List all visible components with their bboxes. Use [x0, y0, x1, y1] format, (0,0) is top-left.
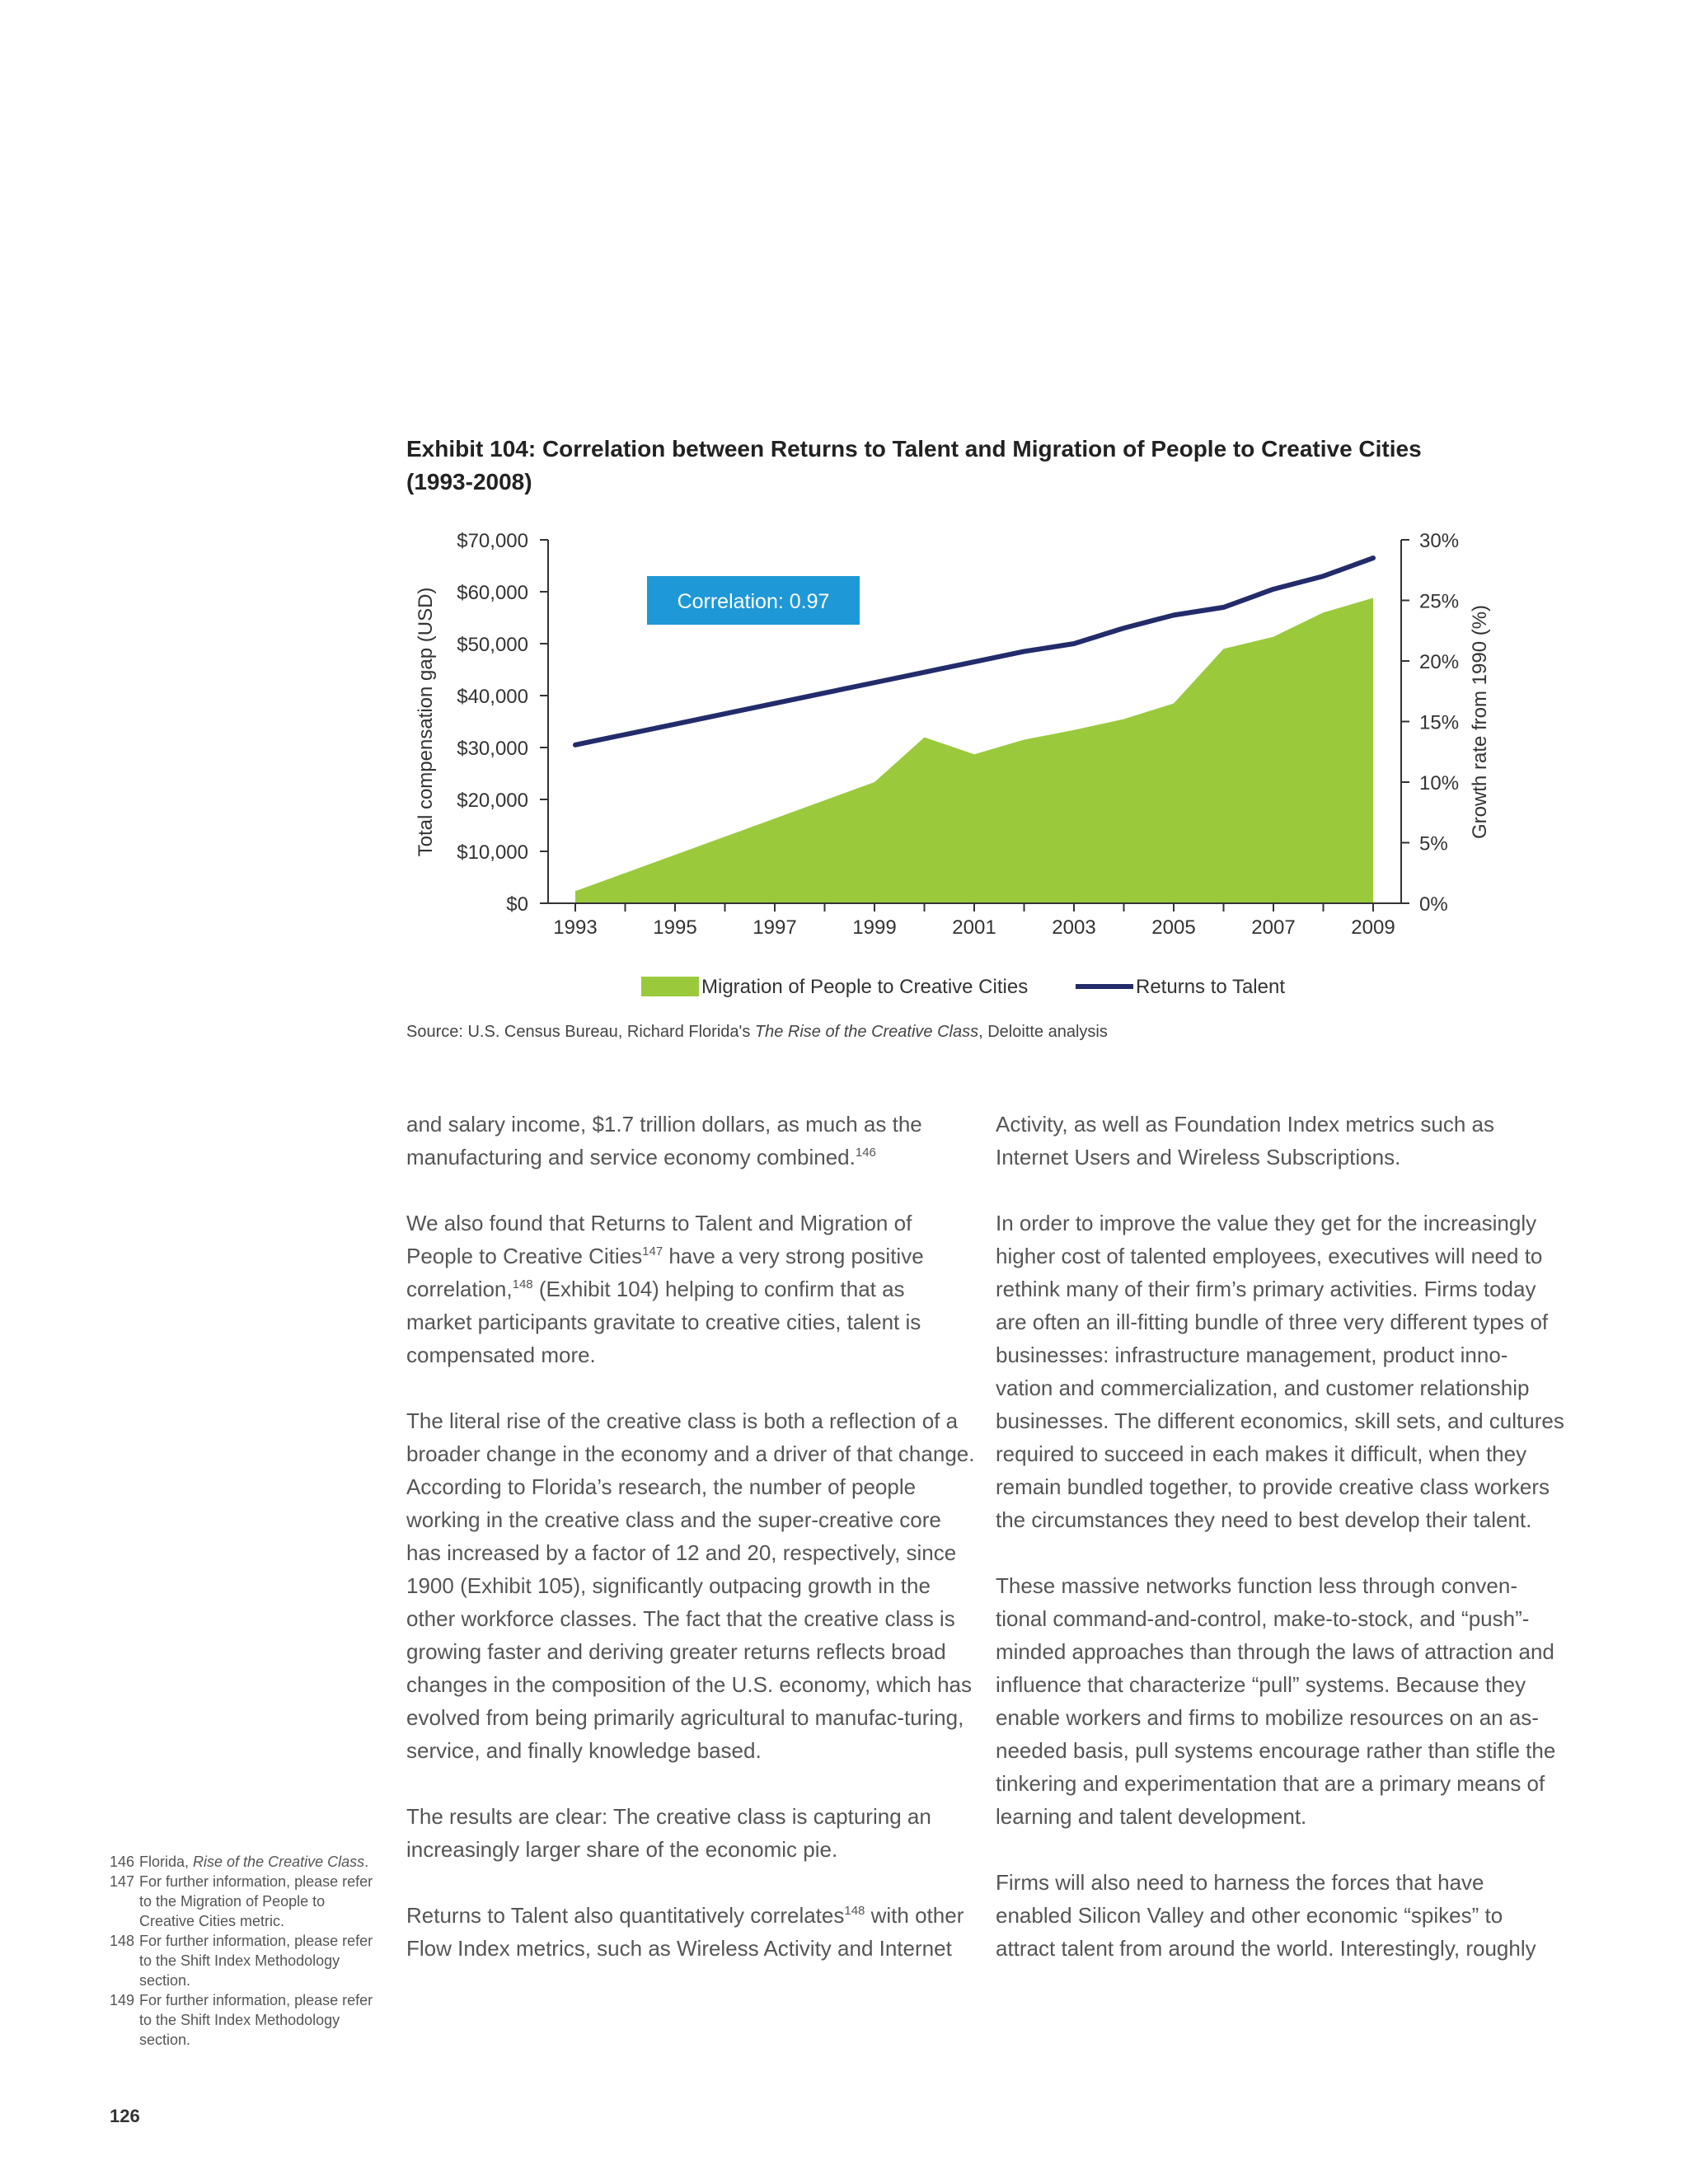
exhibit-title-line1: Exhibit 104: Correlation between Returns to Talent and Migration of People to Creative Cities [406, 436, 1422, 462]
x-axis-tick-label: 2001 [952, 916, 996, 939]
footnote: 146 Florida, Rise of the Creative Class. [110, 1854, 369, 1870]
right-axis-tick-label: 10% [1419, 772, 1460, 794]
right-axis-tick-label: 5% [1419, 832, 1448, 855]
left-axis-tick-label: $50,000 [457, 634, 528, 656]
right-axis-tick-label: 25% [1419, 590, 1460, 613]
x-axis-tick-label: 1999 [852, 916, 897, 939]
x-axis-tick-label: 2005 [1151, 916, 1196, 939]
left-axis-tick-label: $70,000 [457, 530, 528, 552]
x-axis-tick-label: 2007 [1251, 916, 1296, 939]
paragraph: Returns to Talent also quantitatively correlates$^{148}$ with other Flow Index metrics, such as Wireless Activity and Internet [406, 1903, 964, 1961]
footnote: 147 For further information, please refer to the Migration of People to Creative Cities metric. [110, 1873, 373, 1929]
paragraph: Activity, as well as Foundation Index metrics such as Internet Users and Wireless Subscriptions. [996, 1112, 1494, 1169]
correlation-label: Correlation: 0.97 [677, 590, 830, 613]
right-axis-tick-label: 30% [1419, 530, 1460, 552]
legend-label-returns: Returns to Talent [1136, 976, 1285, 998]
body-column-left [406, 1108, 975, 1998]
right-axis-tick-label: 20% [1419, 651, 1460, 673]
footnote: 148 For further information, please refer to the Shift Index Methodology section. [110, 1933, 373, 1989]
legend-swatch-migration [641, 977, 699, 996]
source-prefix: Source: U.S. Census Bureau, Richard Florida's [406, 1023, 755, 1041]
x-axis-tick-label: 1997 [753, 916, 797, 939]
footnote-ref: 148 [512, 1277, 533, 1291]
x-axis-tick-label: 2009 [1351, 916, 1395, 939]
footnotes [110, 1852, 373, 2050]
right-axis-tick-label: 0% [1419, 893, 1448, 916]
left-axis-tick-label: $60,000 [457, 582, 528, 604]
x-axis-tick-label: 1993 [553, 916, 598, 939]
source-note [406, 1023, 1108, 1042]
paragraph: The results are clear: The creative class is capturing an increasingly larger share of the economic pie. [406, 1804, 931, 1862]
body-column-right [996, 1108, 1564, 1998]
left-axis-tick-label: $20,000 [457, 790, 528, 812]
right-axis-tick-label: 15% [1419, 711, 1460, 734]
footnote: 149 For further information, please refer to the Shift Index Methodology section. [110, 1992, 373, 2048]
footnote-ref: 147 [642, 1244, 663, 1258]
footnote-ref: 148 [844, 1904, 865, 1918]
right-axis-label: Growth rate from 1990 (%) [1469, 604, 1491, 840]
chart [0, 0, 1688, 1038]
area-series-migration [575, 598, 1373, 903]
paragraph: and salary income, $1.7 trillion dollars, as much as the manufacturing and service economy combined.$^{146}$ [406, 1112, 922, 1169]
left-axis-label: Total compensation gap (USD) [415, 587, 437, 857]
paragraph: We also found that Returns to Talent and Migration of People to Creative Cities$^{147}$ have a very strong positive correlation,$^{148}$ (Exhibit 104) helping to confirm that as market participants gravitate to creative cities, talent is compensated more. [406, 1211, 924, 1367]
exhibit-title-line2: (1993-2008) [406, 469, 532, 494]
source-title: The Rise of the Creative Class [754, 1023, 979, 1041]
left-axis-tick-label: $30,000 [457, 738, 528, 760]
footnote-ref: 146 [855, 1146, 876, 1160]
paragraph: Firms will also need to harness the forces that have enabled Silicon Valley and other economic “spikes” to attract talent from around the world. Interestingly, roughly [996, 1870, 1536, 1961]
left-axis-tick-label: $0 [506, 893, 528, 916]
left-axis-tick-label: $40,000 [457, 686, 528, 708]
page-number: 126 [110, 2106, 140, 2126]
x-axis-tick-label: 1995 [653, 916, 697, 939]
paragraph: In order to improve the value they get for the increasingly higher cost of talented employees, executives will need to rethink many of their firm’s primary activities. Firms today are often an ill-fitting bundle of three very different types of businesses: infrastructure management, product inno-vation and commercialization, and customer relationship businesses. The different economics, skill sets, and cultures required to succeed in each makes it difficult, when they remain bundled together, to provide creative class workers the circumstances they need to best develop their talent. [996, 1211, 1564, 1532]
paragraph: These massive networks function less through conven-tional command-and-control, make-to-stock, and “push”-minded approaches than through the laws of attraction and influence that characterize “pull” systems. Because they enable workers and firms to mobilize resources on an as-needed basis, pull systems encourage rather than stifle the tinkering and experimentation that are a primary means of learning and talent development. [996, 1573, 1556, 1829]
legend-label-migration: Migration of People to Creative Cities [701, 976, 1029, 998]
x-axis-tick-label: 2003 [1052, 916, 1096, 939]
source-suffix: , Deloitte analysis [978, 1023, 1108, 1041]
paragraph: The literal rise of the creative class is both a reflection of a broader change in the economy and a driver of that change. According to Florida’s research, the number of people working in the creative class and the super-creative core has increased by a factor of 12 and 20, respectively, since 1900 (Exhibit 105), significantly outpacing growth in the other workforce classes. The fact that the creative class is growing faster and deriving greater returns reflects broad changes in the composition of the U.S. economy, which has evolved from being primarily agricultural to manufac-turing, service, and finally knowledge based. [406, 1408, 975, 1763]
left-axis-tick-label: $10,000 [457, 841, 528, 864]
